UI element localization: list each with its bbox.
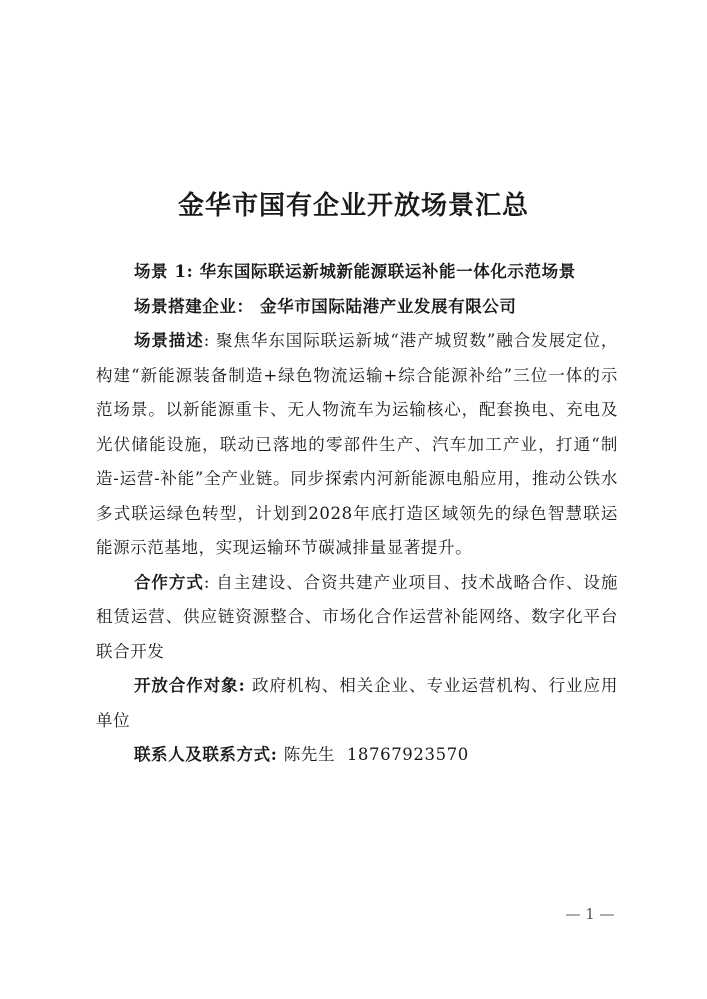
cooperation-targets-label: 开放合作对象 (133, 676, 239, 695)
scene-heading (96, 255, 618, 290)
builder-separator: ： (236, 296, 260, 316)
cooperation-targets-separator: : (238, 676, 252, 695)
contact-paragraph (96, 738, 618, 773)
contact-label: 联系人及联系方式 (133, 745, 271, 764)
scene-label: 场景 1 (133, 262, 187, 281)
description-paragraph (96, 324, 618, 566)
page-number: — 1 — (565, 905, 615, 923)
builder-label: 场景搭建企业 (133, 296, 237, 316)
contact-separator: : (270, 745, 284, 764)
cooperation-targets-text: 政府机构、相关企业、专业运营机构、行业应用单位 (96, 676, 618, 730)
description-separator: : (203, 331, 217, 350)
description-text: 聚焦华东国际联运新城“港产城贸数”融合发展定位，构建“新能源装备制造+绿色物流运输+综合能源补给”三位一体的示范场景。以新能源重卡、无人物流车为运输核心，配套换电、充电及光伏储能设施，联动已落地的零部件生产、汽车加工产业，打通“制造-运营-补能”全产业链。同步探索内河新能源电船应用，推动公铁水多式联运绿色转型，计划到2028年底打造区域领先的绿色智慧联运能源示范基地，实现运输环节碳减排量显著提升。 (96, 331, 618, 557)
cooperation-targets-paragraph (96, 669, 618, 738)
contact-phone: 18767923570 (346, 745, 469, 764)
description-label: 场景描述 (133, 331, 204, 350)
document-title: 金华市国有企业开放场景汇总 (177, 191, 529, 221)
cooperation-mode-text: 自主建设、合资共建产业项目、技术战略合作、设施租赁运营、供应链资源整合、市场化合作运营补能网络、数字化平台联合开发 (96, 572, 618, 661)
document-body (96, 255, 618, 773)
builder-line (96, 290, 618, 325)
cooperation-mode-paragraph (96, 566, 618, 670)
scene-separator: : (186, 262, 200, 281)
scene-name: 华东国际联运新城新能源联运补能一体化示范场景 (199, 262, 576, 281)
cooperation-mode-label: 合作方式 (133, 572, 204, 592)
contact-name: 陈先生 (283, 745, 336, 764)
cooperation-mode-separator: : (203, 572, 217, 592)
builder-value: 金华市国际陆港产业发展有限公司 (260, 296, 517, 316)
